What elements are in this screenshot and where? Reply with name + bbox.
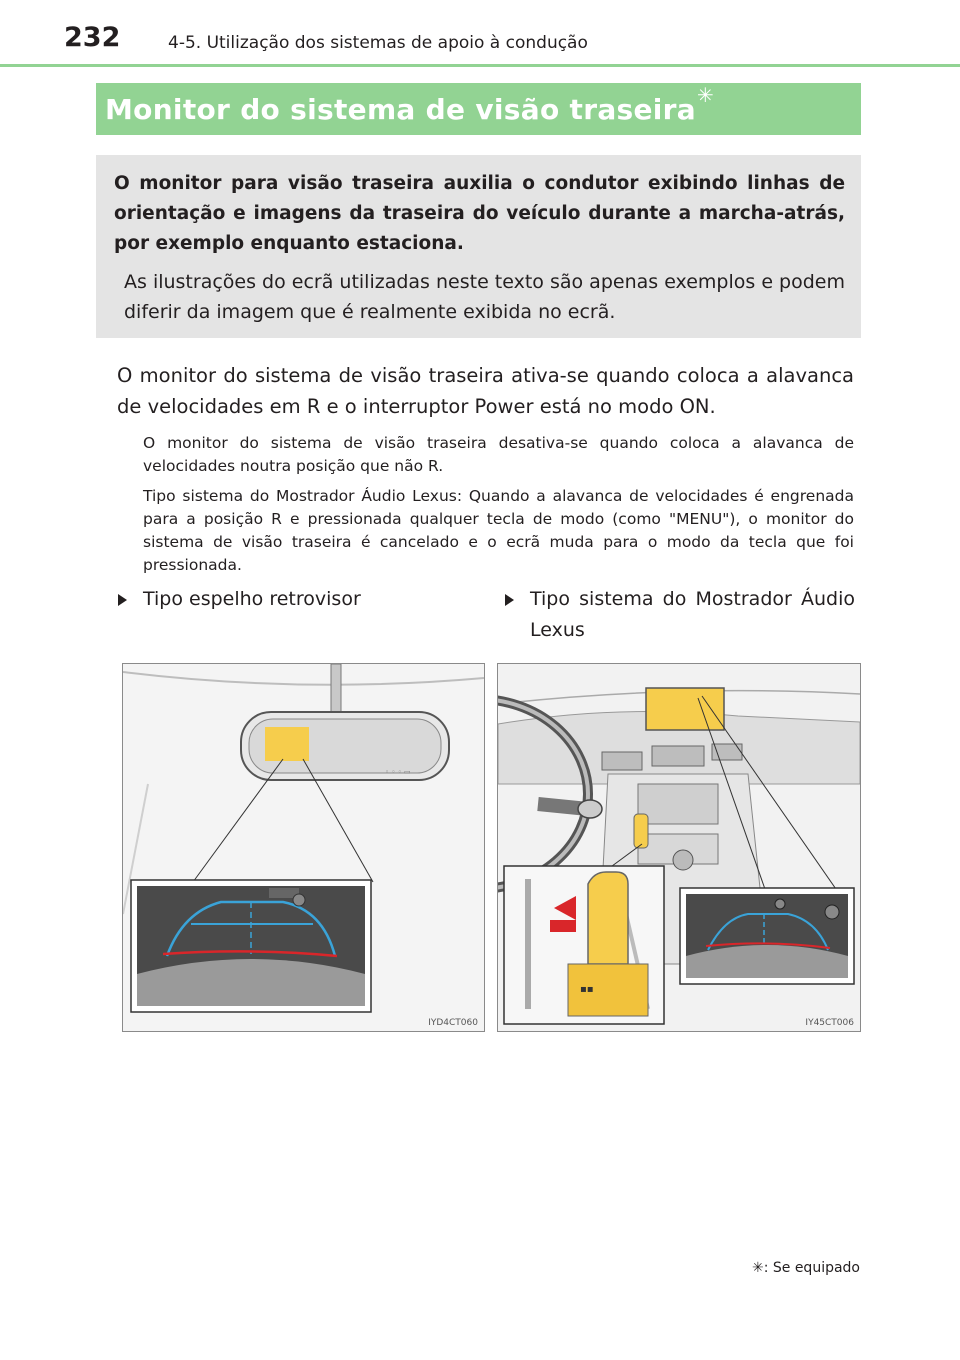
footnote: ✳: Se equipado <box>751 1260 860 1276</box>
figure-code: IYD4CT060 <box>428 1018 478 1028</box>
section-header: 4-5. Utilização dos sistemas de apoio à condução <box>168 33 588 53</box>
note-item: Tipo sistema do Mostrador Áudio Lexus: Quando a alavanca de velocidades é engrenada para a posição R e pressionada qualquer tecla de modo (como "MENU"), o monitor do sistema de visão traseira é cancelado e o ecrã muda para o modo da tecla que foi pressionada. <box>143 487 854 574</box>
note-item: O monitor do sistema de visão traseira desativa-se quando coloca a alavanca de velocidades noutra posição que não R. <box>143 434 854 475</box>
notes-list <box>143 432 854 584</box>
figure-dashboard <box>497 663 861 1032</box>
title-bar <box>96 83 861 135</box>
dashboard-display-illustration <box>498 664 860 1031</box>
page-title: Monitor do sistema de visão traseira <box>105 92 696 126</box>
intro-box <box>96 155 861 338</box>
header-rule <box>0 64 960 67</box>
svg-text:◦ ◦ ◦ ▭: ◦ ◦ ◦ ▭ <box>385 768 411 776</box>
svg-text:▪▪: ▪▪ <box>580 984 594 995</box>
bullet-triangle-icon <box>505 594 514 606</box>
bullet-display-type <box>505 584 855 646</box>
bullet-mirror-type <box>118 584 468 615</box>
bullet-label: Tipo espelho retrovisor <box>143 588 361 610</box>
bullet-triangle-icon <box>118 594 127 606</box>
figure-mirror <box>122 663 485 1032</box>
page-number: 232 <box>64 22 121 53</box>
figure-code: IY45CT006 <box>805 1018 854 1028</box>
main-paragraph: O monitor do sistema de visão traseira ativa-se quando coloca a alavanca de velocidades em R e o interruptor Power está no modo ON. <box>117 364 854 418</box>
rearview-mirror-illustration <box>123 664 484 1031</box>
equipped-star-icon: ✳ <box>696 83 714 107</box>
bullet-label: Tipo sistema do Mostrador Áudio Lexus <box>530 588 855 641</box>
intro-lead: O monitor para visão traseira auxilia o condutor exibindo linhas de orientação e imagens da traseira do veículo durante a marcha-atrás, por exemplo enquanto estaciona. <box>114 173 845 254</box>
intro-note: As ilustrações do ecrã utilizadas neste texto são apenas exemplos e podem diferir da imagem que é realmente exibida no ecrã. <box>124 271 845 323</box>
